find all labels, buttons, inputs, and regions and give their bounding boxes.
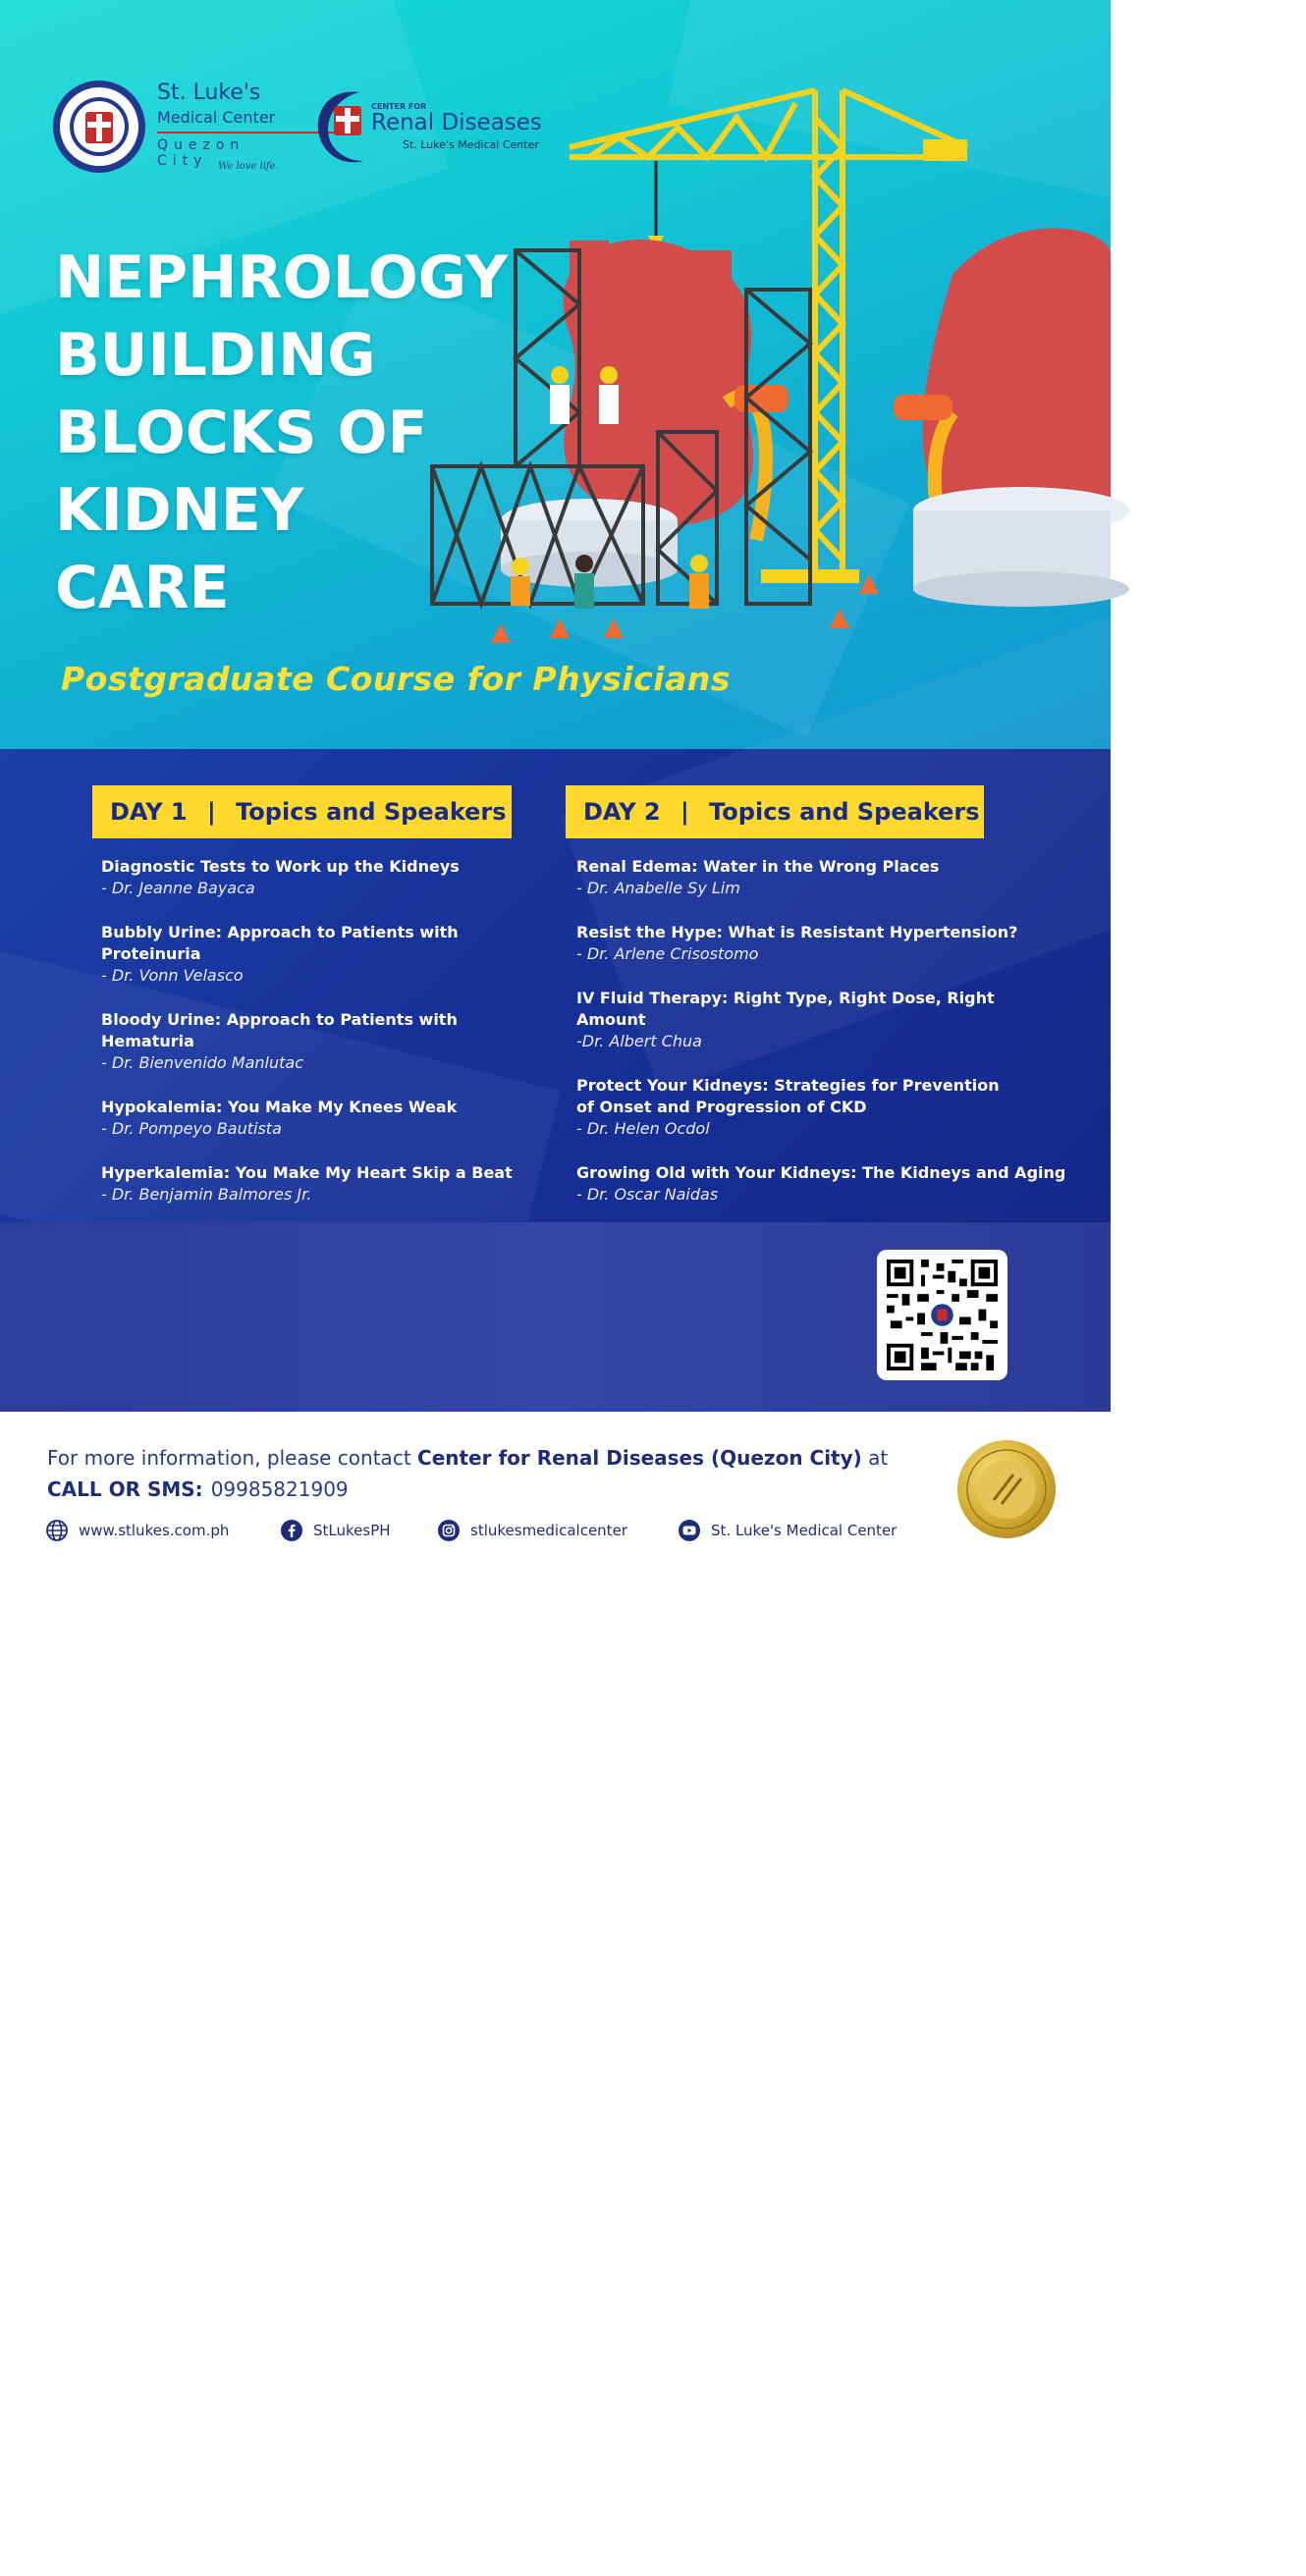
qr-code-icon bbox=[887, 1260, 998, 1370]
topic-title: Bubbly Urine: Approach to Patients with Proteinuria bbox=[101, 923, 459, 963]
instagram-icon bbox=[437, 1519, 461, 1542]
topic-title: Diagnostic Tests to Work up the Kidneys bbox=[101, 857, 460, 876]
event-venue: Via ZOOM bbox=[676, 2504, 818, 2534]
topic-title: Hypokalemia: You Make My Knees Weak bbox=[101, 1098, 458, 1116]
topic-item bbox=[576, 988, 1067, 1052]
topic-title: Renal Edema: Water in the Wrong Places bbox=[576, 857, 940, 876]
event-details: JUNE 29 - 30, 2022 | 9:00 AM - 4:00 PM | Via ZOOM bbox=[73, 2504, 818, 2534]
contact-at: at bbox=[868, 1446, 889, 1470]
topic-speaker: - Dr. Helen Ocdol bbox=[576, 1119, 710, 1138]
topic-item bbox=[576, 1162, 1067, 1206]
topic-item bbox=[101, 1097, 548, 1140]
page-subtitle: Postgraduate Course for Physicians bbox=[61, 660, 731, 698]
day2-label: DAY 2 bbox=[583, 798, 661, 826]
day1-label: DAY 1 bbox=[110, 798, 188, 826]
day2-heading-text: Topics and Speakers bbox=[709, 798, 980, 826]
topic-title: Resist the Hype: What is Resistant Hypertension? bbox=[576, 923, 1018, 941]
title-line: BUILDING bbox=[55, 321, 376, 390]
instagram-text: stlukesmedicalcenter bbox=[470, 1522, 627, 1539]
contact-phone[interactable]: 09985821909 bbox=[210, 1477, 349, 1501]
contact-intro-text: For more information, please contact bbox=[47, 1446, 411, 1470]
topic-item bbox=[101, 1009, 548, 1074]
contact-center: Center for Renal Diseases (Quezon City) bbox=[417, 1446, 862, 1470]
day1-topic-list bbox=[101, 856, 548, 1228]
slmc-seal-icon bbox=[51, 79, 147, 175]
topic-item bbox=[576, 922, 1067, 965]
contact-phone-line bbox=[47, 1477, 349, 1501]
facebook-link[interactable] bbox=[280, 1519, 391, 1542]
day2-topic-list bbox=[576, 856, 1067, 1228]
page-title bbox=[55, 240, 508, 627]
title-line: CARE bbox=[55, 554, 230, 622]
topic-title: Hyperkalemia: You Make My Heart Skip a Beat bbox=[101, 1163, 513, 1182]
crd-name: Renal Diseases bbox=[371, 110, 542, 135]
call-label: CALL OR SMS: bbox=[47, 1477, 203, 1501]
title-line: BLOCKS OF bbox=[55, 399, 428, 467]
topic-speaker: - Dr. Benjamin Balmores Jr. bbox=[101, 1185, 312, 1204]
globe-icon bbox=[45, 1519, 69, 1542]
register-instructions[interactable]: To register, please scan the QR Code or visit this link: bit.ly/SLMC_NephroPGReg bbox=[75, 2556, 830, 2576]
kidney-construction-illustration bbox=[422, 79, 1111, 658]
topic-item bbox=[576, 856, 1067, 899]
topic-title: Growing Old with Your Kidneys: The Kidneys and Aging bbox=[576, 1163, 1066, 1182]
title-line: NEPHROLOGY bbox=[55, 243, 509, 312]
instagram-link[interactable] bbox=[437, 1519, 627, 1542]
topic-title: IV Fluid Therapy: Right Type, Right Dose, Right Amount bbox=[576, 989, 995, 1029]
registration-qr-code[interactable] bbox=[877, 1250, 1007, 1380]
day1-heading-text: Topics and Speakers bbox=[236, 798, 507, 826]
facebook-text: StLukesPH bbox=[313, 1522, 391, 1539]
day1-heading: DAY 1 | Topics and Speakers bbox=[92, 785, 512, 838]
topic-item bbox=[576, 1075, 1067, 1140]
slmc-city: Quezon City bbox=[157, 137, 245, 169]
topic-speaker: - Dr. Pompeyo Bautista bbox=[101, 1119, 282, 1138]
slmc-logo bbox=[51, 79, 297, 177]
facebook-icon bbox=[280, 1519, 303, 1542]
slmc-name-line1: St. Luke's bbox=[157, 80, 261, 105]
slmc-tagline: We love life. bbox=[218, 161, 279, 172]
website-text: www.stlukes.com.ph bbox=[79, 1522, 230, 1539]
accreditation-seal-icon bbox=[956, 1439, 1057, 1539]
crd-center-for: CENTER FOR bbox=[371, 102, 427, 111]
crd-subtitle: St. Luke's Medical Center bbox=[403, 138, 539, 151]
topic-title: Protect Your Kidneys: Strategies for Prevention of Onset and Progression of CKD bbox=[576, 1076, 1000, 1116]
topic-speaker: - Dr. Vonn Velasco bbox=[101, 966, 244, 985]
topic-speaker: - Dr. Jeanne Bayaca bbox=[101, 879, 255, 897]
title-line: KIDNEY bbox=[55, 476, 304, 545]
topic-speaker: -Dr. Albert Chua bbox=[576, 1032, 702, 1050]
website-link[interactable] bbox=[45, 1519, 229, 1542]
topic-title: Bloody Urine: Approach to Patients with Hematuria bbox=[101, 1010, 458, 1050]
youtube-icon bbox=[678, 1519, 701, 1542]
topic-item bbox=[101, 922, 548, 987]
crd-mark-icon bbox=[316, 86, 375, 167]
topic-speaker: - Dr. Arlene Crisostomo bbox=[576, 944, 759, 963]
event-date: JUNE 29 - 30, 2022 bbox=[73, 2504, 340, 2534]
day2-heading: DAY 2 | Topics and Speakers bbox=[566, 785, 984, 838]
contact-intro bbox=[47, 1446, 888, 1470]
youtube-text: St. Luke's Medical Center bbox=[711, 1522, 898, 1539]
topic-speaker: - Dr. Anabelle Sy Lim bbox=[576, 879, 740, 897]
topic-item bbox=[101, 1162, 548, 1206]
slmc-name-line2: Medical Center bbox=[157, 108, 276, 127]
topic-speaker: - Dr. Bienvenido Manlutac bbox=[101, 1053, 304, 1072]
topic-speaker: - Dr. Oscar Naidas bbox=[576, 1185, 719, 1204]
topic-item bbox=[101, 856, 548, 899]
youtube-link[interactable] bbox=[678, 1519, 897, 1542]
event-time: 9:00 AM - 4:00 PM bbox=[376, 2504, 639, 2534]
